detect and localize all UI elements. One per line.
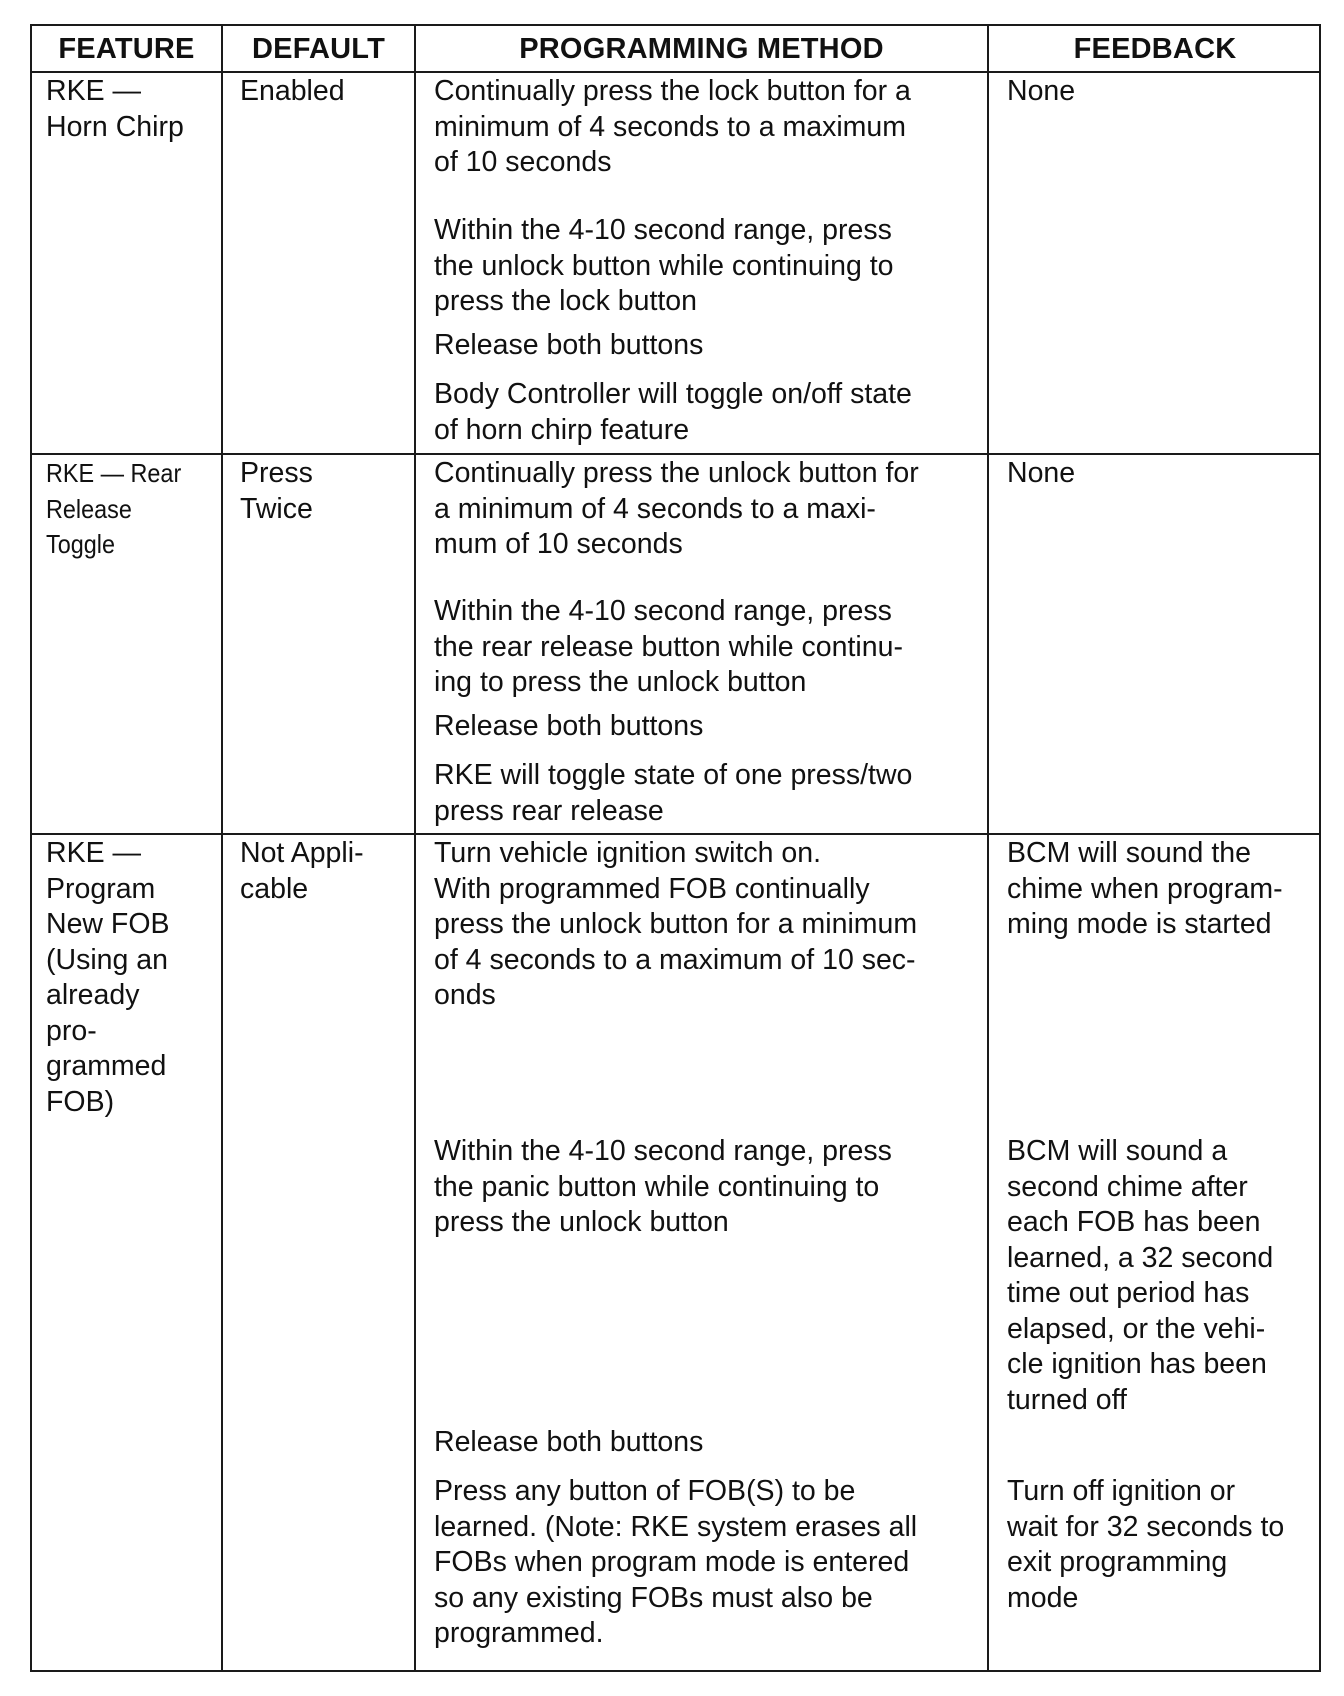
method-step: Press any button of FOB(S) to be learned. (Note: RKE system erases all FOBs when program mode is entered so any existing FOBs must also be programmed.: [434, 1475, 918, 1649]
feedback-cell: BCM will sound the chime when program- ming mode is started: [1007, 837, 1283, 940]
column-divider: [414, 26, 416, 1670]
feedback-cell: None: [1007, 75, 1076, 107]
default-cell: Enabled: [240, 75, 345, 107]
feature-cell: RKE — Program New FOB (Using an already pro- grammed FOB): [46, 837, 170, 1118]
method-step: Release both buttons: [434, 329, 704, 361]
column-divider: [221, 26, 223, 1670]
default-cell: Press Twice: [240, 457, 313, 525]
default-cell: Not Appli- cable: [240, 837, 364, 905]
method-step: Continually press the unlock button for a minimum of 4 seconds to a maxi- mum of 10 seconds: [434, 457, 919, 560]
method-step: Within the 4-10 second range, press the panic button while continuing to press the unlock button: [434, 1135, 892, 1238]
method-step: Body Controller will toggle on/off state of horn chirp feature: [434, 378, 912, 446]
method-step: Release both buttons: [434, 1426, 704, 1458]
row-divider: [32, 833, 1319, 835]
method-step: RKE will toggle state of one press/two press rear release: [434, 759, 913, 827]
feedback-cell: BCM will sound a second chime after each FOB has been learned, a 32 second time out period has elapsed, or the vehi- cle ignition has been turned off: [1007, 1135, 1274, 1416]
header-default: DEFAULT: [252, 33, 385, 65]
row-divider: [32, 453, 1319, 455]
feedback-cell: Turn off ignition or wait for 32 seconds to exit programming mode: [1007, 1475, 1285, 1614]
feature-cell: RKE — Horn Chirp: [46, 75, 184, 143]
method-step: Within the 4-10 second range, press the rear release button while continu- ing to press the unlock button: [434, 595, 903, 698]
header-programming-method: PROGRAMMING METHOD: [519, 33, 884, 65]
feedback-cell: None: [1007, 457, 1076, 489]
feature-programming-table: [30, 24, 1321, 1672]
method-step: Within the 4-10 second range, press the unlock button while continuing to press the lock button: [434, 214, 894, 317]
header-feedback: FEEDBACK: [1073, 33, 1237, 65]
method-step: Continually press the lock button for a minimum of 4 seconds to a maximum of 10 seconds: [434, 75, 911, 178]
method-step: Turn vehicle ignition switch on. With programmed FOB continually press the unlock button for a minimum of 4 seconds to a maximum of 10 sec- onds: [434, 837, 918, 1011]
method-step: Release both buttons: [434, 710, 704, 742]
column-divider: [987, 26, 989, 1670]
header-feature: FEATURE: [58, 33, 195, 65]
feature-cell: RKE — Rear Release Toggle: [46, 458, 182, 559]
